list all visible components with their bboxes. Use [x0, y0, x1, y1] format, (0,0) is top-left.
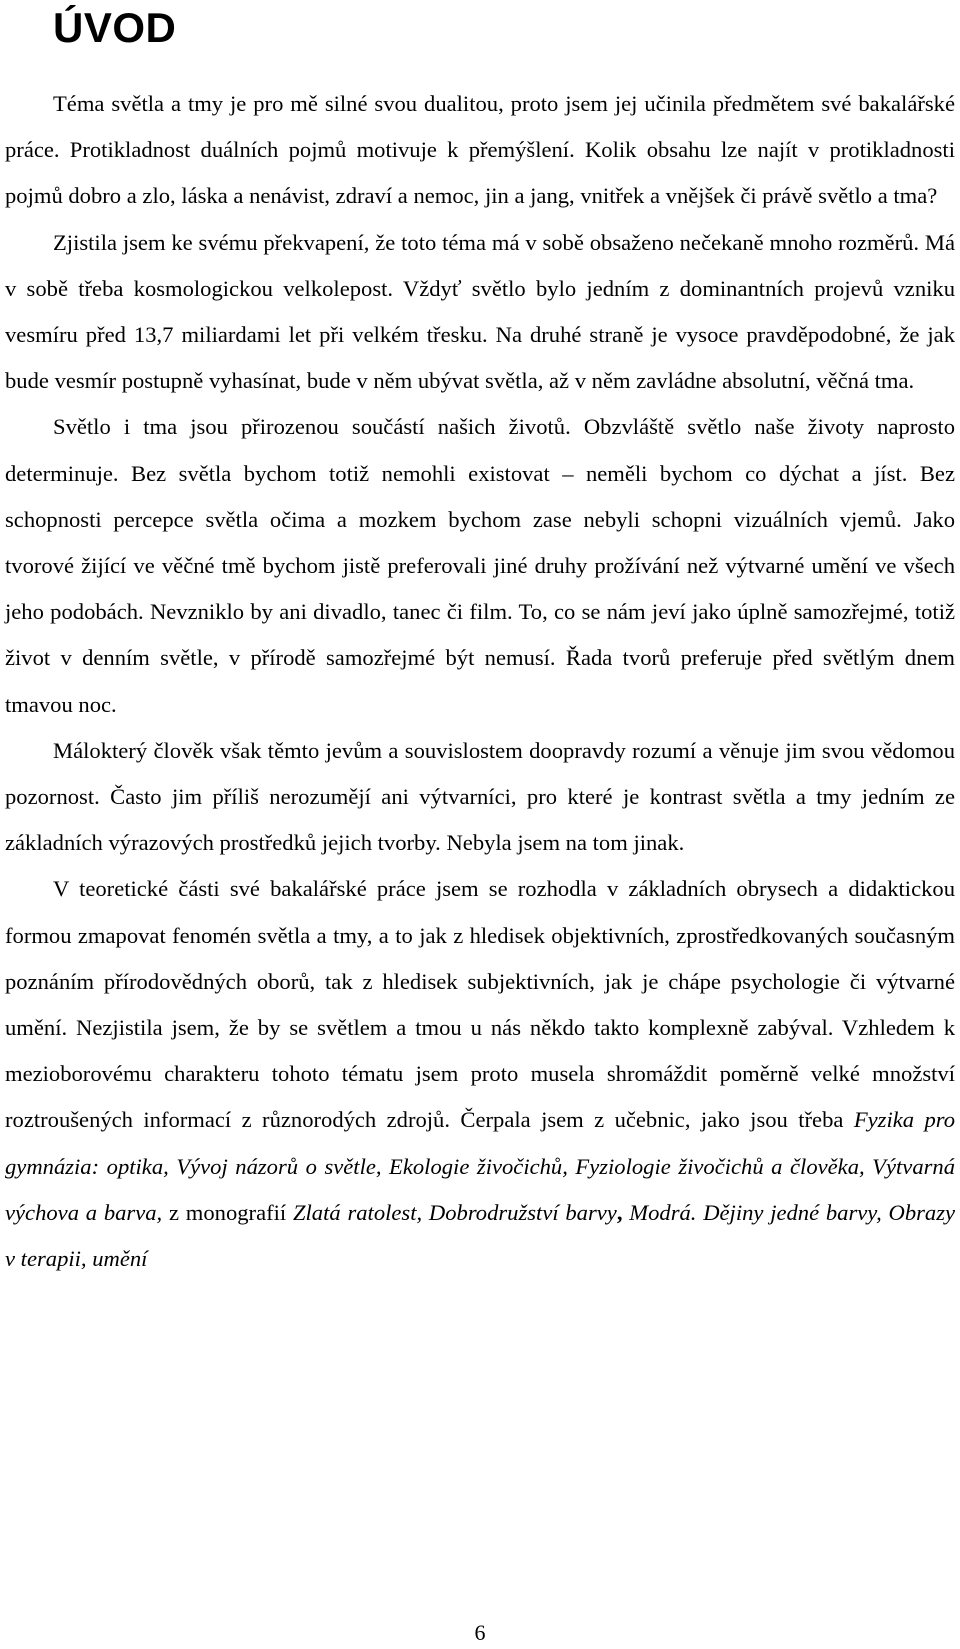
- book-titles-more: Modrá. Dějiny jedné barvy, Obrazy v terapii, umění: [5, 1199, 956, 1272]
- paragraph-4: Málokterý člověk však těmto jevům a souvislostem doopravdy rozumí a věnuje jim svou vědomou pozornost. Často jim příliš nerozumějí ani výtvarníci, pro které je kontrast světla a tmy jedním ze základních výrazových prostředků jejich tvorby. Nebyla jsem na tom jinak.: [5, 737, 955, 856]
- paragraph-1: Téma světla a tmy je pro mě silné svou dualitou, proto jsem jej učinila předmětem své bakalářské práce. Protikladnost duálních pojmů motivuje k přemýšlení. Kolik obsahu lze najít v protikladnosti pojmů dobro a zlo, láska a nenávist, zdraví a nemoc, jin a jang, vnitřek a vnějšek či právě světlo a tma?: [5, 91, 955, 209]
- paragraph-5: [5, 866, 955, 1282]
- book-titles-monographs: Zlatá ratolest, Dobrodružství barvy: [292, 1199, 617, 1225]
- page-title: ÚVOD: [53, 4, 177, 51]
- paragraph-5-mid: z monografií: [168, 1199, 287, 1225]
- paragraph-5-text: V teoretické části své bakalářské práce jsem se rozhodla v základních obrysech a didaktickou formou zmapovat fenomén světla a tmy, a to jak z hledisek objektivních, zprostředkovaných současným poznáním přírodovědných oborů, tak z hledisek subjektivních, jak je chápe psychologie či výtvarné umění. Nezjistila jsem, že by se světlem a tmou u nás někdo takto komplexně zabýval. Vzhledem k mezioborovému charakteru tohoto tématu jsem proto musela shromáždit poměrně velké množství roztroušených informací z různorodých zdrojů. Čerpala jsem z učebnic, jako jsou třeba: [5, 876, 955, 1133]
- page-number: 6: [474, 1620, 486, 1645]
- book-titles-textbooks: Fyzika pro gymnázia: optika, Vývoj názorů o světle, Ekologie živočichů, Fyziologie živočichů a člověka, Výtvarná výchova a barva,: [5, 1107, 956, 1225]
- paragraph-2: Zjistila jsem ke svému překvapení, že toto téma má v sobě obsaženo nečekaně mnoho rozměrů. Má v sobě třeba kosmologickou velkolepost. Vždyť světlo bylo jedním z dominantních projevů vzniku vesmíru před 13,7 miliardami let při velkém třesku. Na druhé straně je vysoce pravděpodobné, že jak bude vesmír postupně vyhasínat, bude v něm ubývat světla, až v něm zavládne absolutní, věčná tma.: [5, 229, 955, 394]
- paragraph-3: Světlo i tma jsou přirozenou součástí našich životů. Obzvláště světlo naše životy naprosto determinuje. Bez světla bychom totiž nemohli existovat – neměli bychom co dýchat a jíst. Bez schopnosti percepce světla očima a mozkem bychom zase nebyli schopni vizuálních vjemů. Jako tvorové žijící ve věčné tmě bychom jistě preferovali jiné druhy prožívání než výtvarné umění ve všech jeho podobách. Nevzniklo by ani divadlo, tanec či film. To, co se nám jeví jako úplně samozřejmé, totiž život v denním světle, v přírodě samozřejmé být nemusí. Řada tvorů preferuje před světlým dnem tmavou noc.: [5, 414, 955, 717]
- bold-comma: ,: [616, 1199, 623, 1225]
- body-text: [5, 81, 955, 1282]
